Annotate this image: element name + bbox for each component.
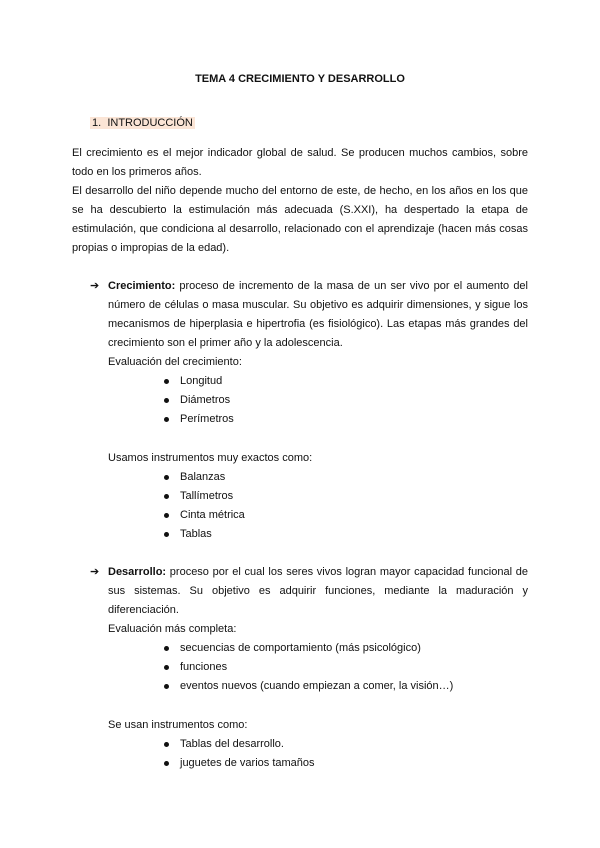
crecimiento-block bbox=[90, 277, 528, 353]
document-title: TEMA 4 CRECIMIENTO Y DESARROLLO bbox=[195, 73, 405, 85]
desarrollo-text: proceso por el cual los seres vivos logran mayor capacidad funcional de sus sistemas. Su objetivo es adquirir funciones, mediante la maduración y diferenciación. bbox=[108, 566, 528, 616]
list-item: eventos nuevos (cuando empiezan a comer, la visión…) bbox=[162, 677, 453, 696]
crecimiento-instr-label: Usamos instrumentos muy exactos como: bbox=[108, 452, 313, 464]
list-item: Cinta métrica bbox=[162, 506, 245, 525]
crecimiento-eval-list bbox=[162, 372, 234, 429]
section-title: INTRODUCCIÓN bbox=[107, 117, 193, 129]
list-item: Perímetros bbox=[162, 410, 234, 429]
desarrollo-eval-list bbox=[162, 639, 453, 696]
section-number: 1. bbox=[92, 117, 102, 129]
list-item: Diámetros bbox=[162, 391, 234, 410]
list-item: Longitud bbox=[162, 372, 234, 391]
crecimiento-eval-label: Evaluación del crecimiento: bbox=[108, 356, 242, 368]
crecimiento-text: proceso de incremento de la masa de un ser vivo por el aumento del número de células o masa muscular. Su objetivo es adquirir dimensiones, y sigue los mecanismos de hiperplasia e hipertrofia (es fisiológico). Las etapas más grandes del crecimiento son el primer año y la adolescencia. bbox=[108, 280, 528, 349]
list-item: secuencias de comportamiento (más psicológico) bbox=[162, 639, 453, 658]
list-item: Tablas del desarrollo. bbox=[162, 735, 315, 754]
section-heading bbox=[90, 114, 195, 133]
crecimiento-definition bbox=[108, 277, 528, 353]
desarrollo-block bbox=[90, 563, 528, 620]
section-heading-highlight bbox=[90, 117, 195, 129]
list-item: Tallímetros bbox=[162, 487, 245, 506]
list-item: Tablas bbox=[162, 525, 245, 544]
list-item: funciones bbox=[162, 658, 453, 677]
intro-paragraph-1: El crecimiento es el mejor indicador global de salud. Se producen muchos cambios, sobre todo en los primeros años. bbox=[72, 147, 528, 178]
desarrollo-definition bbox=[108, 563, 528, 620]
crecimiento-instr-list bbox=[162, 468, 245, 544]
desarrollo-instr-list bbox=[162, 735, 315, 773]
desarrollo-eval-label: Evaluación más completa: bbox=[108, 623, 237, 635]
crecimiento-term: Crecimiento: bbox=[108, 280, 176, 292]
intro-paragraph-2: El desarrollo del niño depende mucho del entorno de este, de hecho, en los años en los que se ha descubierto la estimulación más adecuada (S.XXI), ha despertado la etapa de estimulación, que condiciona al desarrollo, relacionado con el aprendizaje (hacen más cosas propias o impropias de la edad). bbox=[72, 185, 528, 254]
desarrollo-instr-label: Se usan instrumentos como: bbox=[108, 719, 248, 731]
list-item: juguetes de varios tamaños bbox=[162, 754, 315, 773]
desarrollo-term: Desarrollo: bbox=[108, 566, 167, 578]
arrow-icon: ➔ bbox=[90, 566, 100, 578]
list-item: Balanzas bbox=[162, 468, 245, 487]
arrow-icon: ➔ bbox=[90, 280, 100, 292]
